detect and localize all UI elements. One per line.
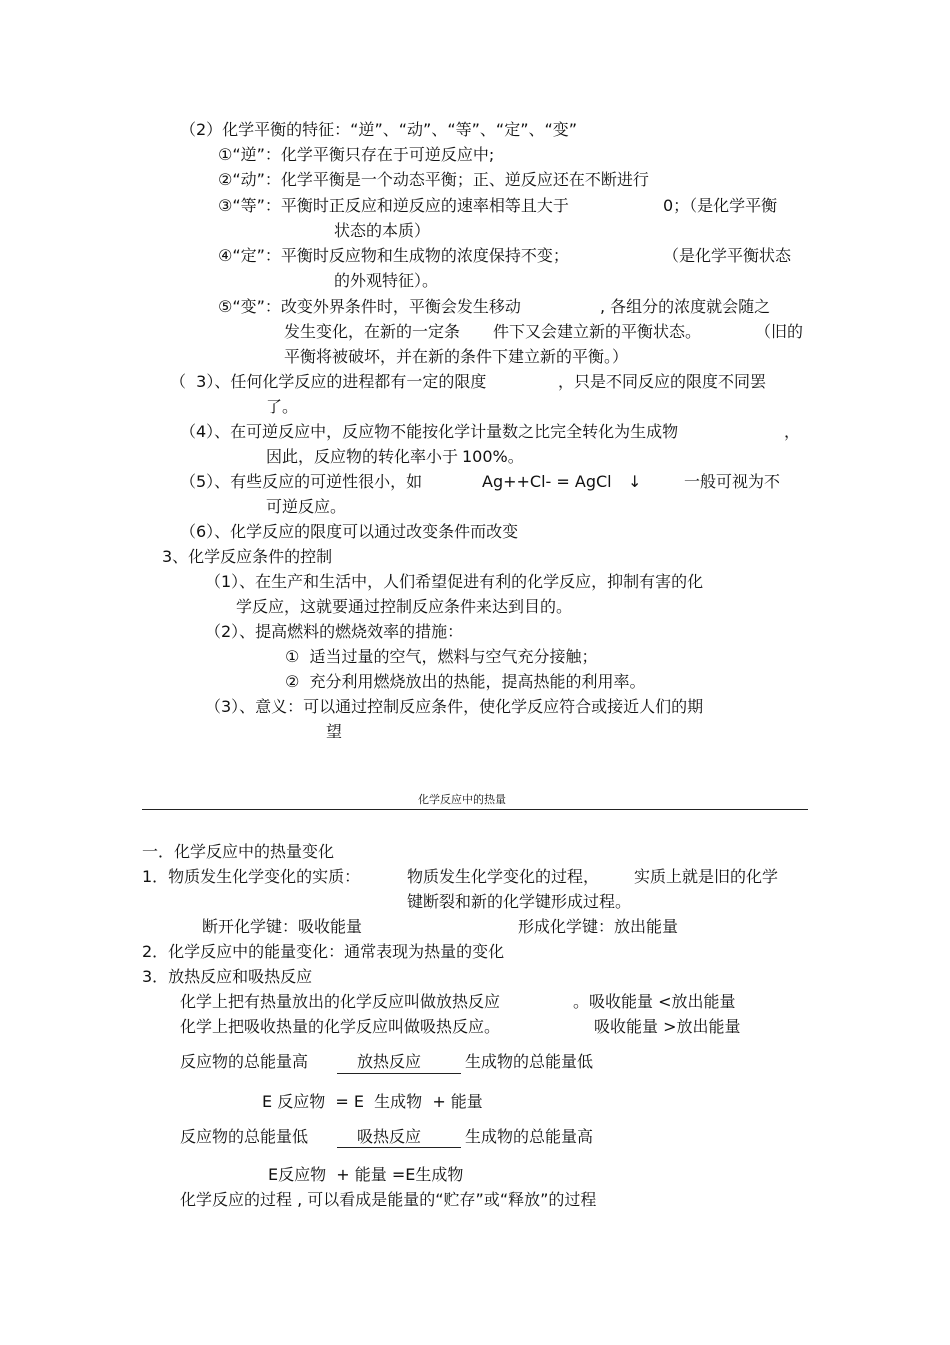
- exo-product-energy: 生成物的总能量低: [465, 1052, 594, 1071]
- control-3-line1: （3）、意义：可以通过控制反应条件，使化学反应符合或接近人们的期: [205, 697, 704, 716]
- feature-equal-line1b: 0；（是化学平衡: [663, 196, 778, 215]
- point-5-line1c: 一般可视为不: [684, 472, 781, 491]
- point-3-line1b: ，只是不同反应的限度不同罢: [558, 372, 767, 391]
- exo-arrow-line: [337, 1073, 461, 1074]
- feature-change-line2: 发生变化，在新的一定条: [284, 322, 461, 341]
- exothermic-energy: 。吸收能量 <放出能量: [573, 992, 736, 1011]
- heat-item-1-text-b: 实质上就是旧的化学: [634, 867, 779, 886]
- control-2-item2: ② 充分利用燃烧放出的热能，提高热能的利用率。: [285, 672, 646, 691]
- heat-item-3: 3．放热反应和吸热反应: [142, 967, 313, 986]
- feature-equal-line2: 状态的本质）: [334, 221, 431, 240]
- heat-item-2: 2．化学反应中的能量变化：通常表现为热量的变化: [142, 942, 505, 961]
- point-5-arrow: ↓: [628, 472, 642, 491]
- control-1-line2: 学反应，这就要通过控制反应条件来达到目的。: [236, 597, 573, 616]
- feature-reverse: ①“逆”：化学平衡只存在于可逆反应中;: [218, 145, 495, 164]
- endo-reaction-label: 吸热反应: [357, 1127, 422, 1146]
- point-3-line2: 了。: [266, 397, 299, 416]
- feature-change-line2c: （旧的: [755, 322, 804, 341]
- divider-rule: [142, 809, 808, 810]
- control-3-line2: 望: [326, 722, 343, 741]
- exothermic-definition: 化学上把有热量放出的化学反应叫做放热反应: [180, 992, 501, 1011]
- feature-fixed-line1: ④“定”：平衡时反应物和生成物的浓度保持不变；: [218, 246, 569, 265]
- feature-change-line1b: , 各组分的浓度就会随之: [600, 297, 771, 316]
- control-2-item1: ① 适当过量的空气，燃料与空气充分接触；: [285, 647, 598, 666]
- point-4-line2: 因此，反应物的转化率小于: [266, 447, 459, 466]
- endothermic-energy: 吸收能量 >放出能量: [594, 1017, 741, 1036]
- heat-item-1-line2: 键断裂和新的化学键形成过程。: [407, 892, 632, 911]
- reaction-process-note: 化学反应的过程 , 可以看成是能量的“贮存”或“释放”的过程: [180, 1190, 597, 1209]
- heat-heading: 一．化学反应中的热量变化: [142, 842, 335, 861]
- heading-equilibrium-features: （2）化学平衡的特征：“逆”、“动”、“等”、“定”、“变”: [180, 120, 578, 139]
- endo-product-energy: 生成物的总能量高: [465, 1127, 594, 1146]
- point-5-line2: 可逆反应。: [266, 497, 347, 516]
- point-4-line1b: ，: [784, 422, 801, 441]
- heat-item-1-text: 物质发生化学变化的过程，: [407, 867, 600, 886]
- feature-fixed-line1b: （是化学平衡状态: [663, 246, 792, 265]
- bond-forming: 形成化学键：放出能量: [518, 917, 679, 936]
- point-4-line1: （4）、在可逆反应中，反应物不能按化学计量数之比完全转化为生成物: [180, 422, 679, 441]
- bond-breaking: 断开化学键：吸收能量: [202, 917, 363, 936]
- exo-reactant-energy: 反应物的总能量高: [180, 1052, 309, 1071]
- heat-item-1-label: 1．物质发生化学变化的实质：: [142, 867, 361, 886]
- endo-equation: E反应物 + 能量 =E生成物: [268, 1165, 464, 1184]
- control-2: （2）、提高燃料的燃烧效率的措施：: [205, 622, 464, 641]
- section-3-heading: 3、化学反应条件的控制: [162, 547, 333, 566]
- point-3-line1: （ 3）、任何化学反应的进程都有一定的限度: [170, 372, 487, 391]
- control-1-line1: （1）、在生产和生活中，人们希望促进有利的化学反应，抑制有害的化: [205, 572, 704, 591]
- point-5-line1: （5）、有些反应的可逆性很小，如: [180, 472, 423, 491]
- endothermic-definition: 化学上把吸收热量的化学反应叫做吸热反应。: [180, 1017, 501, 1036]
- feature-change-line2b: 件下又会建立新的平衡状态。: [493, 322, 702, 341]
- feature-change-line1: ⑤“变”：改变外界条件时，平衡会发生移动: [218, 297, 521, 316]
- feature-change-line3: 平衡将被破坏，并在新的条件下建立新的平衡。）: [284, 347, 629, 366]
- feature-equal-line1: ③“等”：平衡时正反应和逆反应的速率相等且大于: [218, 196, 569, 215]
- point-6: （6）、化学反应的限度可以通过改变条件而改变: [180, 522, 519, 541]
- page-title: 化学反应中的热量: [418, 793, 506, 806]
- feature-fixed-line2: 的外观特征）。: [334, 271, 439, 290]
- point-5-equation: Ag++Cl- = AgCl: [482, 472, 612, 491]
- endo-reactant-energy: 反应物的总能量低: [180, 1127, 309, 1146]
- endo-arrow-line: [337, 1147, 461, 1148]
- exo-reaction-label: 放热反应: [357, 1052, 422, 1071]
- feature-dynamic: ②“动”：化学平衡是一个动态平衡；正、逆反应还在不断进行: [218, 170, 649, 189]
- exo-equation: E 反应物 = E 生成物 + 能量: [262, 1092, 483, 1111]
- point-4-line2b: 100%。: [462, 447, 524, 466]
